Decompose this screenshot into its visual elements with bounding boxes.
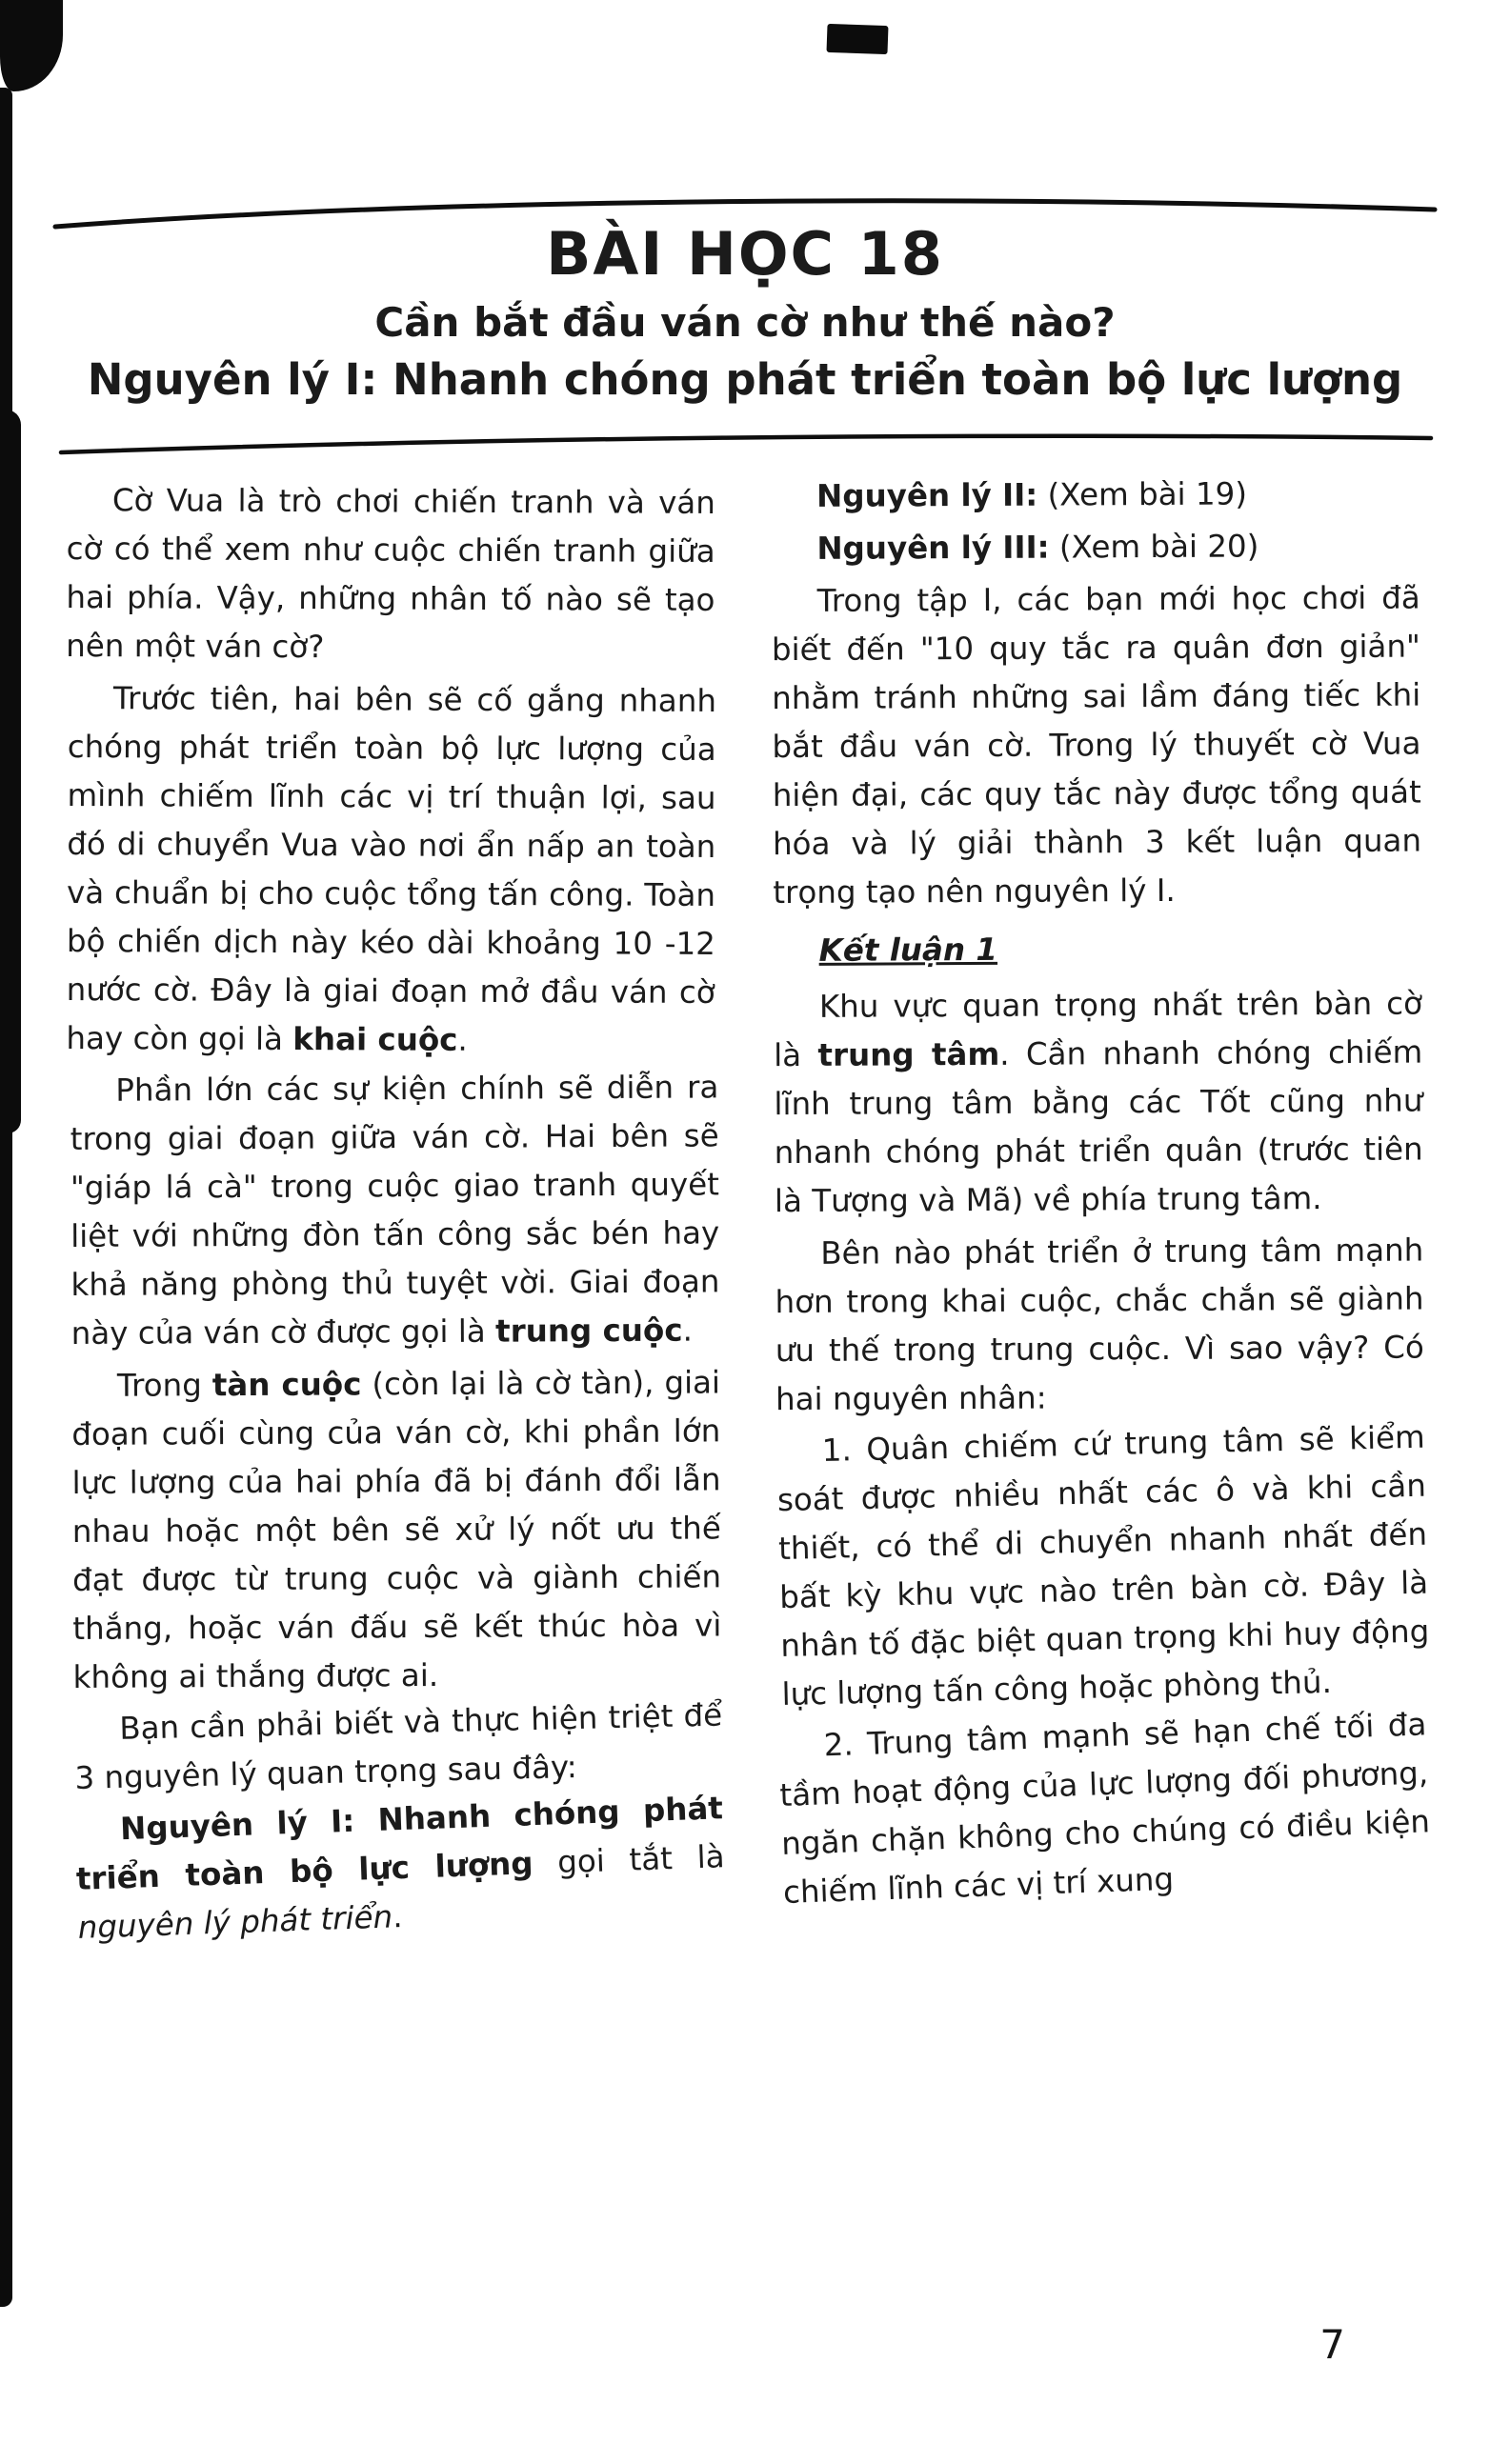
text-run: . Cần nhanh chóng chiếm lĩnh trung tâm bằng các Tốt cũng như nhanh chóng phát triển quân (trước tiên là Tượng và Mã) về phía trung tâm. [774, 1033, 1423, 1220]
bold-term: khai cuộc [292, 1021, 458, 1058]
right-column [771, 470, 1431, 1953]
scan-corner-blob [0, 0, 63, 91]
paragraph [774, 980, 1423, 1227]
bold-term: Nguyên lý III: [816, 529, 1050, 567]
text-run: Trước tiên, hai bên sẽ cố gắng nhanh chóng phát triển toàn bộ lực lượng của mình chiếm lĩnh các vị trí thuận lợi, sau đó di chuyển Vua vào nơi ẩn nấp an toàn và chuẩn bị cho cuộc tổng tấn công. Toàn bộ chiến dịch này kéo dài khoảng 10 -12 nước cờ. Đây là giai đoạn mở đầu ván cờ hay còn gọi là [66, 680, 717, 1058]
text-run: (Xem bài 20) [1049, 528, 1259, 566]
decorative-line-bottom [0, 427, 1490, 465]
left-column [66, 472, 726, 1956]
text-run: Phần lớn các sự kiện chính sẽ diễn ra trong giai đoạn giữa ván cờ. Hai bên sẽ "giáp lá cà" trong cuộc giao tranh quyết liệt với những đòn tấn công sắc bén hay khả năng phòng thủ tuyệt vời. Giai đoạn này của ván cờ được gọi là [70, 1069, 720, 1352]
bold-term: trung tâm [817, 1035, 1000, 1073]
text-run: (Xem bài 19) [1037, 475, 1248, 513]
scan-gutter-strip-wide [0, 410, 21, 1133]
paragraph [73, 1692, 724, 1803]
paragraph [775, 1413, 1431, 1719]
text-run: Trong tập I, các bạn mới học chơi đã biết đến "10 quy tắc ra quân đơn giản" nhằm tránh những sai lầm đáng tiếc khi bắt đầu ván cờ. Trong lý thuyết cờ Vua hiện đại, các quy tắc này được tổng quát hóa và lý giải thành 3 kết luận quan trọng tạo nên nguyên lý I. [771, 579, 1422, 911]
paragraph [771, 470, 1420, 522]
paragraph [772, 574, 1422, 918]
paragraph [66, 674, 716, 1066]
text-run: . [682, 1312, 693, 1349]
lesson-subtitle: Cần bắt đầu ván cờ như thế nào? [374, 299, 1116, 346]
text-run: . [457, 1021, 468, 1058]
text-run: Bên nào phát triển ở trung tâm mạnh hơn trong khai cuộc, chắc chắn sẽ giành ưu thế trong trung cuộc. Vì sao vậy? Có hai nguyên nhân: [775, 1232, 1424, 1418]
text-run: 1. Quân chiếm cứ trung tâm sẽ kiểm soát được nhiều nhất các ô và khi cần thiết, có thể di chuyển nhanh nhất đến bất kỳ khu vực nào trên bàn cờ. Đây là nhân tố đặc biệt quan trọng khi huy động lực lượng tấn công hoặc phòng thủ. [776, 1418, 1430, 1713]
paragraph [66, 476, 715, 673]
text-run: Kết luận 1 [818, 931, 998, 969]
scan-top-mark [826, 24, 888, 54]
paragraph [771, 522, 1420, 574]
bold-term: tàn cuộc [211, 1366, 362, 1404]
paragraph [775, 1227, 1424, 1425]
paragraph [777, 1700, 1433, 1917]
text-run: Bạn cần phải biết và thực hiện triệt để 3 nguyên lý quan trọng sau đây: [74, 1696, 723, 1796]
paragraph [71, 1358, 722, 1702]
conclusion-heading [773, 924, 1421, 976]
text-run: Trong [116, 1367, 212, 1404]
page-number: 7 [1319, 2321, 1345, 2368]
page-body [66, 470, 1431, 1956]
lesson-header [0, 221, 1490, 406]
text-run: gọi tắt là [532, 1838, 726, 1882]
text-run: . [392, 1898, 404, 1935]
paragraph [73, 1784, 727, 1953]
text-run: (còn lại là cờ tàn), giai đoạn cuối cùng của ván cờ, khi phần lớn lực lượng của hai phía đã bị đánh đổi lẫn nhau hoặc một bên sẽ xử lý nốt ưu thế đạt được từ trung cuộc và giành chiến thắng, hoặc ván đấu sẽ kết thúc hòa vì không ai thắng được ai. [71, 1364, 722, 1695]
bold-term: trung cuộc [495, 1312, 683, 1350]
paragraph [70, 1063, 720, 1358]
italic-term: nguyên lý phát triển [77, 1898, 393, 1946]
bold-term: Nguyên lý I: Nhanh chóng phát triển toàn bộ lực lượng [75, 1790, 724, 1897]
principle-heading: Nguyên lý I: Nhanh chóng phát triển toàn bộ lực lượng [87, 354, 1403, 405]
text-run: 2. Trung tâm mạnh sẽ hạn chế tối đa tầm hoạt động của lực lượng đối phương, ngăn chặn không cho chúng có điều kiện chiếm lĩnh các vị trí xung [778, 1706, 1431, 1911]
bold-term: Nguyên lý II: [816, 476, 1038, 514]
text-run: Khu vực quan trọng nhất trên bàn cờ là [774, 985, 1423, 1074]
text-run: Cờ Vua là trò chơi chiến tranh và ván cờ có thể xem như cuộc chiến tranh giữa hai phía. Vậy, những nhân tố nào sẽ tạo nên một ván cờ? [66, 482, 715, 666]
lesson-title: BÀI HỌC 18 [546, 219, 944, 289]
